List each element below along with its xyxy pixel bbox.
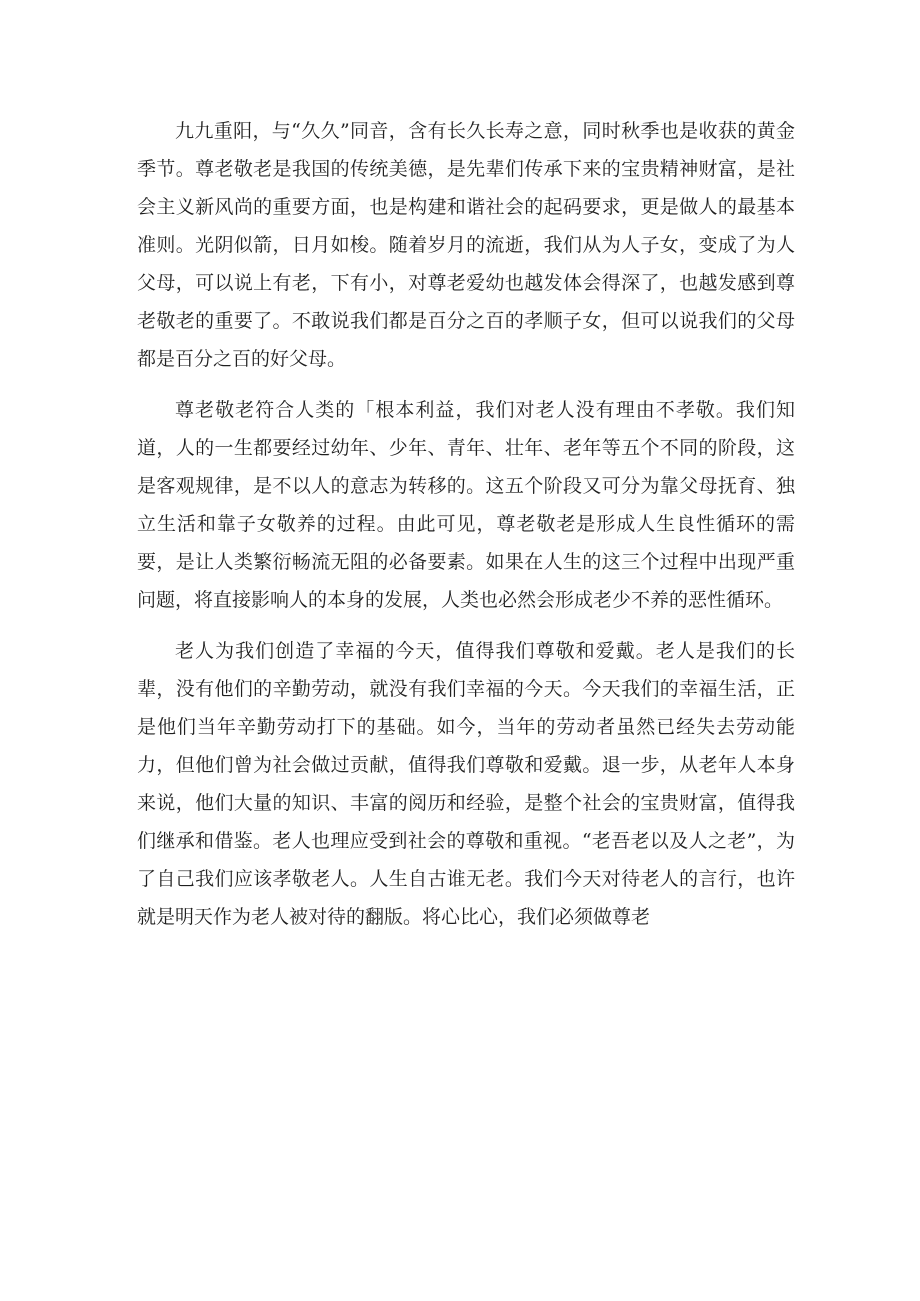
document-body bbox=[137, 112, 795, 936]
paragraph-3: 老人为我们创造了幸福的今天，值得我们尊敬和爱戴。老人是我们的长辈，没有他们的辛勤劳动，就没有我们幸福的今天。今天我们的幸福生活，正是他们当年辛勤劳动打下的基础。如今，当年的劳动者虽然已经失去劳动能力，但他们曾为社会做过贡献，值得我们尊敬和爱戴。退一步，从老年人本身来说，他们大量的知识、丰富的阅历和经验，是整个社会的宝贵财富，值得我们继承和借鉴。老人也理应受到社会的尊敬和重视。“老吾老以及人之老”，为了自己我们应该孝敬老人。人生自古谁无老。我们今天对待老人的言行，也许就是明天作为老人被对待的翻版。将心比心，我们必须做尊老 bbox=[137, 640, 795, 928]
paragraph-1: 九九重阳，与“久久”同音，含有长久长寿之意，同时秋季也是收获的黄金季节。尊老敬老是我国的传统美德，是先辈们传承下来的宝贵精神财富，是社会主义新风尚的重要方面，也是构建和谐社会的起码要求，更是做人的最基本准则。光阴似箭，日月如梭。随着岁月的流逝，我们从为人子女，变成了为人父母，可以说上有老，下有小，对尊老爱幼也越发体会得深了，也越发感到尊老敬老的重要了。不敢说我们都是百分之百的孝顺子女，但可以说我们的父母都是百分之百的好父母。 bbox=[137, 120, 795, 370]
paragraph-2: 尊老敬老符合人类的「根本利益，我们对老人没有理由不孝敬。我们知道，人的一生都要经过幼年、少年、青年、壮年、老年等五个不同的阶段，这是客观规律，是不以人的意志为转移的。这五个阶段又可分为靠父母抚育、独立生活和靠子女敬养的过程。由此可见，尊老敬老是形成人生良性循环的需要，是让人类繁衍畅流无阻的必备要素。如果在人生的这三个过程中出现严重问题，将直接影响人的本身的发展，人类也必然会形成老少不养的恶性循环。 bbox=[137, 399, 795, 611]
